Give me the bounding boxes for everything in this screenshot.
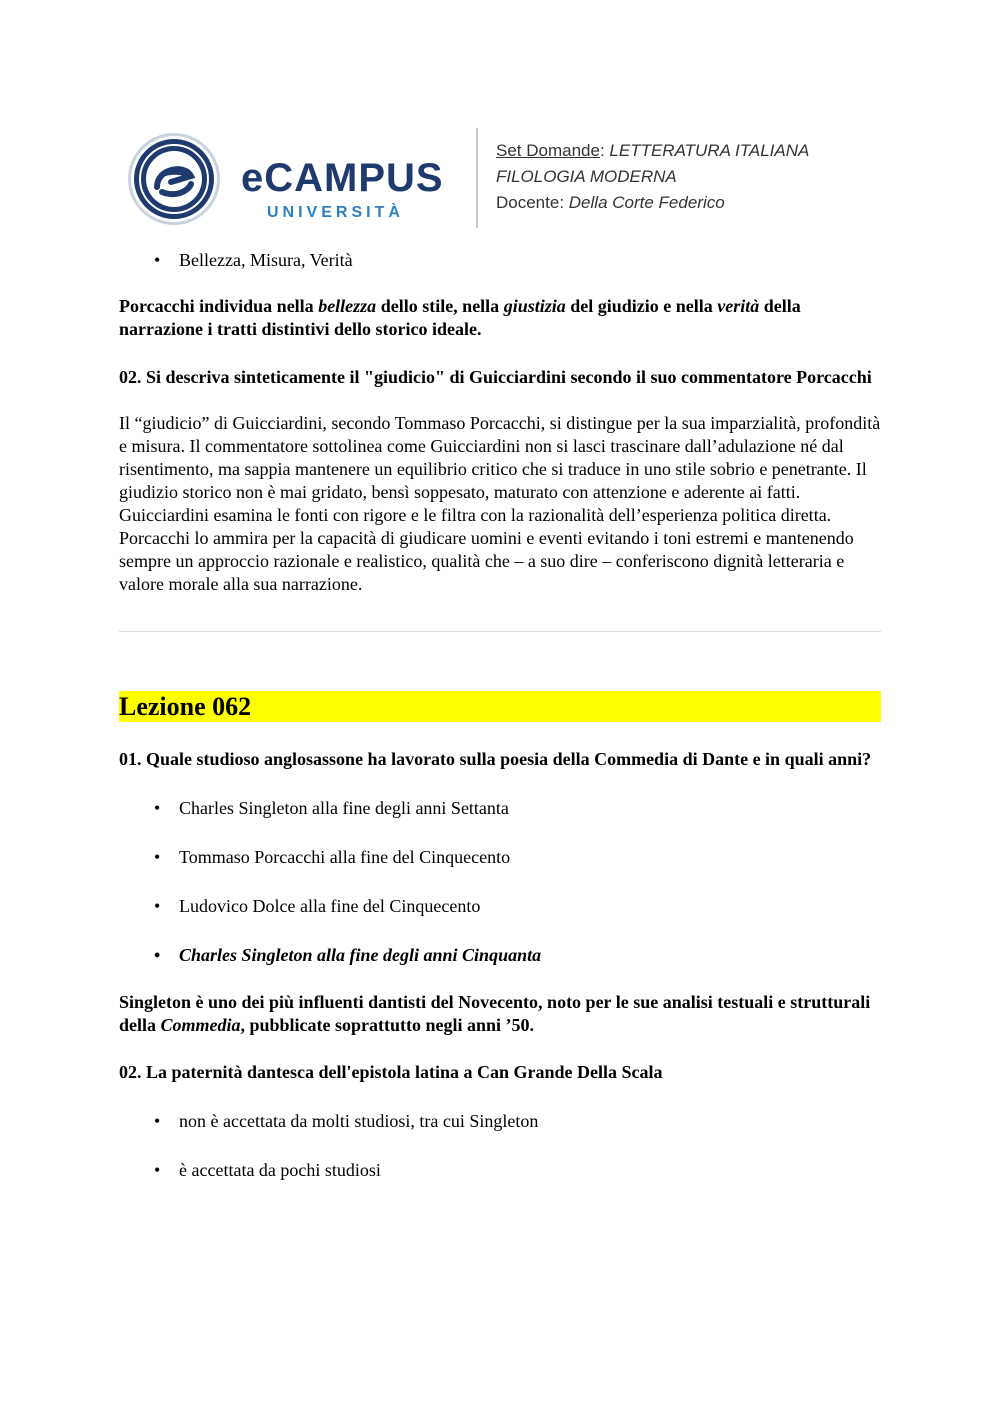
set-label: Set Domande <box>496 141 600 160</box>
ecampus-seal-logo <box>127 132 221 226</box>
header-info: Set Domande: LETTERATURA ITALIANA FILOLOGIA MODERNA Docente: Della Corte Federico <box>496 141 810 212</box>
answer-paragraph: Il “giudicio” di Guicciardini, secondo Tommaso Porcacchi, si distingue per la sua imparzialità, profondità e misura. Il commentatore sottolinea come Guicciardini non si lasci trascinare dall’adulazione né dal risentimento, ma sappia mantenere un equilibrio critico che si traduce in uno stile sobrio e penetrante. Il giudizio storico non è mai gridato, bensì soppesato, maturato con attenzione e aderente ai fatti. Guicciardini esamina le fonti con rigore e le filtra con la razionalità dell’esperienza politica diretta. Porcacchi lo ammira per la capacità di giudicare uomini e eventi evitando i toni estremi e mantenendo sempre un approccio razionale e realistico, qualità che – a suo dire – conferiscono dignità letteraria e valore morale alla sua narrazione. <box>119 413 881 594</box>
question-heading: 01. Quale studioso anglosassone ha lavorato sulla poesia della Commedia di Dante e in quali anni? <box>119 749 872 769</box>
question-heading: 02. Si descriva sinteticamente il "giudicio" di Guicciardini secondo il suo commentatore Porcacchi <box>119 367 872 387</box>
header-divider <box>476 128 478 228</box>
bullet-item: • Bellezza, Misura, Verità <box>119 249 881 272</box>
teacher-value: Della Corte Federico <box>568 193 725 212</box>
correct-option-item: • Charles Singleton alla fine degli anni Cinquanta <box>119 944 881 967</box>
section-divider <box>119 631 881 632</box>
page-header <box>127 128 887 232</box>
document-content <box>119 246 881 1182</box>
course-name: FILOLOGIA MODERNA <box>496 167 677 186</box>
universita-wordmark: UNIVERSITÀ <box>267 204 404 221</box>
option-item: • Charles Singleton alla fine degli anni Settanta <box>119 797 881 820</box>
option-item: • Ludovico Dolce alla fine del Cinquecento <box>119 895 881 918</box>
question-heading: 02. La paternità dantesca dell'epistola latina a Can Grande Della Scala <box>119 1062 663 1082</box>
set-value: LETTERATURA ITALIANA <box>609 141 810 160</box>
lesson-title: Lezione 062 <box>119 691 881 722</box>
answer-paragraph: Singleton è uno dei più influenti dantisti del Novecento, noto per le sue analisi testuali e strutturali della Commedia, pubblicate soprattutto negli anni ’50. <box>119 992 871 1035</box>
option-item: • Tommaso Porcacchi alla fine del Cinquecento <box>119 846 881 869</box>
option-item: • è accettata da pochi studiosi <box>119 1159 881 1182</box>
answer-paragraph: Porcacchi individua nella bellezza dello stile, nella giustizia del giudizio e nella verità della narrazione i tratti distintivi dello storico ideale. <box>119 296 801 339</box>
teacher-label: Docente <box>496 193 560 212</box>
option-item: • non è accettata da molti studiosi, tra cui Singleton <box>119 1110 881 1133</box>
ecampus-wordmark: eCAMPUS <box>241 156 444 200</box>
